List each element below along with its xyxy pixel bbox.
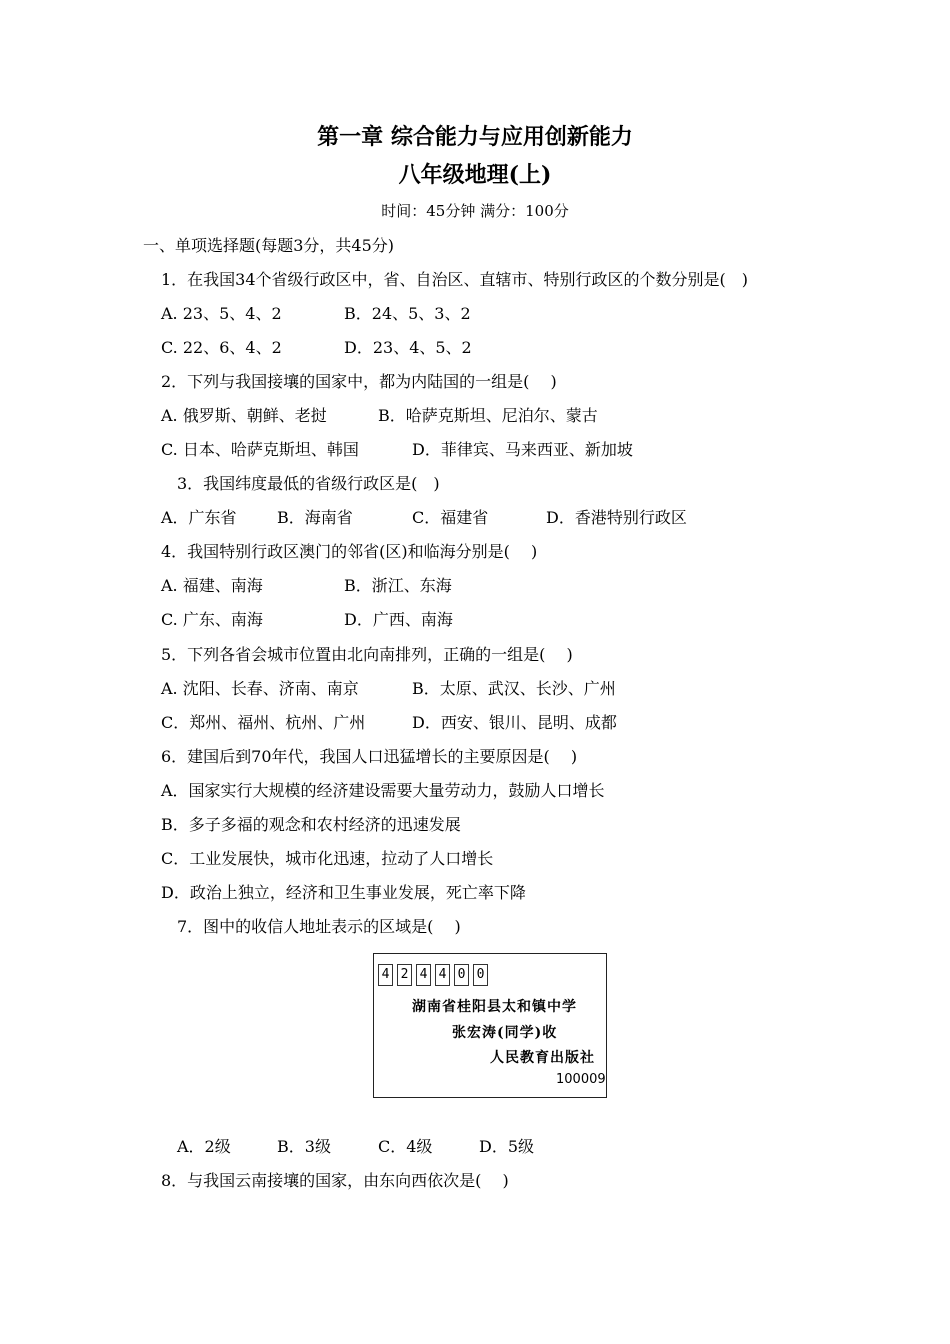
page-subtitle: 八年级地理(上)	[398, 162, 552, 188]
question-option: C. 日本、哈萨克斯坦、韩国	[161, 440, 359, 459]
zip-digit: 0	[473, 964, 488, 986]
question-option: C．郑州、福州、杭州、广州	[161, 713, 366, 732]
question-option: A．国家实行大规模的经济建设需要大量劳动力，鼓励人口增长	[161, 781, 605, 800]
page-title: 第一章 综合能力与应用创新能力	[317, 124, 633, 150]
question-option: A．2级	[177, 1137, 231, 1156]
question-option: C．4级	[378, 1137, 433, 1156]
question-option: C. 22、6、4、2	[161, 338, 282, 357]
sender-zip: 100009	[556, 1072, 606, 1087]
question-option: B．3级	[277, 1137, 331, 1156]
question-stem: 2．下列与我国接壤的国家中，都为内陆国的一组是( )	[161, 372, 557, 391]
zip-digit: 0	[454, 964, 469, 986]
envelope-figure	[373, 953, 607, 1098]
zip-digit: 4	[435, 964, 450, 986]
question-stem: 6．建国后到70年代，我国人口迅猛增长的主要原因是( )	[161, 747, 578, 766]
question-option: D．广西、南海	[344, 610, 453, 629]
question-option: A. 福建、南海	[161, 576, 263, 595]
question-option: D．政治上独立，经济和卫生事业发展，死亡率下降	[161, 883, 526, 902]
question-option: D．5级	[479, 1137, 535, 1156]
sender-name: 人民教育出版社	[490, 1050, 595, 1066]
question-option: D．23、4、5、2	[344, 338, 472, 357]
question-stem: 4．我国特别行政区澳门的邻省(区)和临海分别是( )	[161, 542, 538, 561]
exam-meta: 时间：45分钟 满分：100分	[381, 202, 569, 220]
question-option: B．浙江、东海	[344, 576, 452, 595]
zip-code-boxes	[378, 964, 488, 986]
question-option: C．工业发展快，城市化迅速，拉动了人口增长	[161, 849, 494, 868]
zip-digit: 2	[397, 964, 412, 986]
question-option: B．多子多福的观念和农村经济的迅速发展	[161, 815, 461, 834]
question-option: B．太原、武汉、长沙、广州	[412, 679, 616, 698]
question-stem: 1．在我国34个省级行政区中，省、自治区、直辖市、特别行政区的个数分别是( )	[161, 270, 749, 289]
question-stem: 5．下列各省会城市位置由北向南排列，正确的一组是( )	[161, 645, 573, 664]
question-stem: 7．图中的收信人地址表示的区域是( )	[177, 917, 461, 936]
question-option: D．菲律宾、马来西亚、新加坡	[412, 440, 633, 459]
question-option: B．海南省	[277, 508, 353, 527]
question-option: C．福建省	[412, 508, 489, 527]
question-stem: 3．我国纬度最低的省级行政区是( )	[177, 474, 440, 493]
zip-digit: 4	[378, 964, 393, 986]
question-option: C. 广东、南海	[161, 610, 263, 629]
recipient-address: 湖南省桂阳县太和镇中学	[412, 999, 577, 1015]
zip-digit: 4	[416, 964, 431, 986]
question-option: D．西安、银川、昆明、成都	[412, 713, 617, 732]
question-option: A. 沈阳、长春、济南、南京	[161, 679, 359, 698]
question-option: A. 俄罗斯、朝鲜、老挝	[161, 406, 327, 425]
question-stem: 8．与我国云南接壤的国家，由东向西依次是( )	[161, 1171, 509, 1190]
question-option: D．香港特别行政区	[546, 508, 687, 527]
section-heading: 一、单项选择题(每题3分，共45分)	[143, 236, 395, 255]
question-option: B．哈萨克斯坦、尼泊尔、蒙古	[378, 406, 598, 425]
question-option: A. 23、5、4、2	[161, 304, 282, 323]
recipient-name: 张宏涛(同学)收	[452, 1025, 558, 1041]
question-option: A．广东省	[161, 508, 237, 527]
question-option: B．24、5、3、2	[344, 304, 471, 323]
